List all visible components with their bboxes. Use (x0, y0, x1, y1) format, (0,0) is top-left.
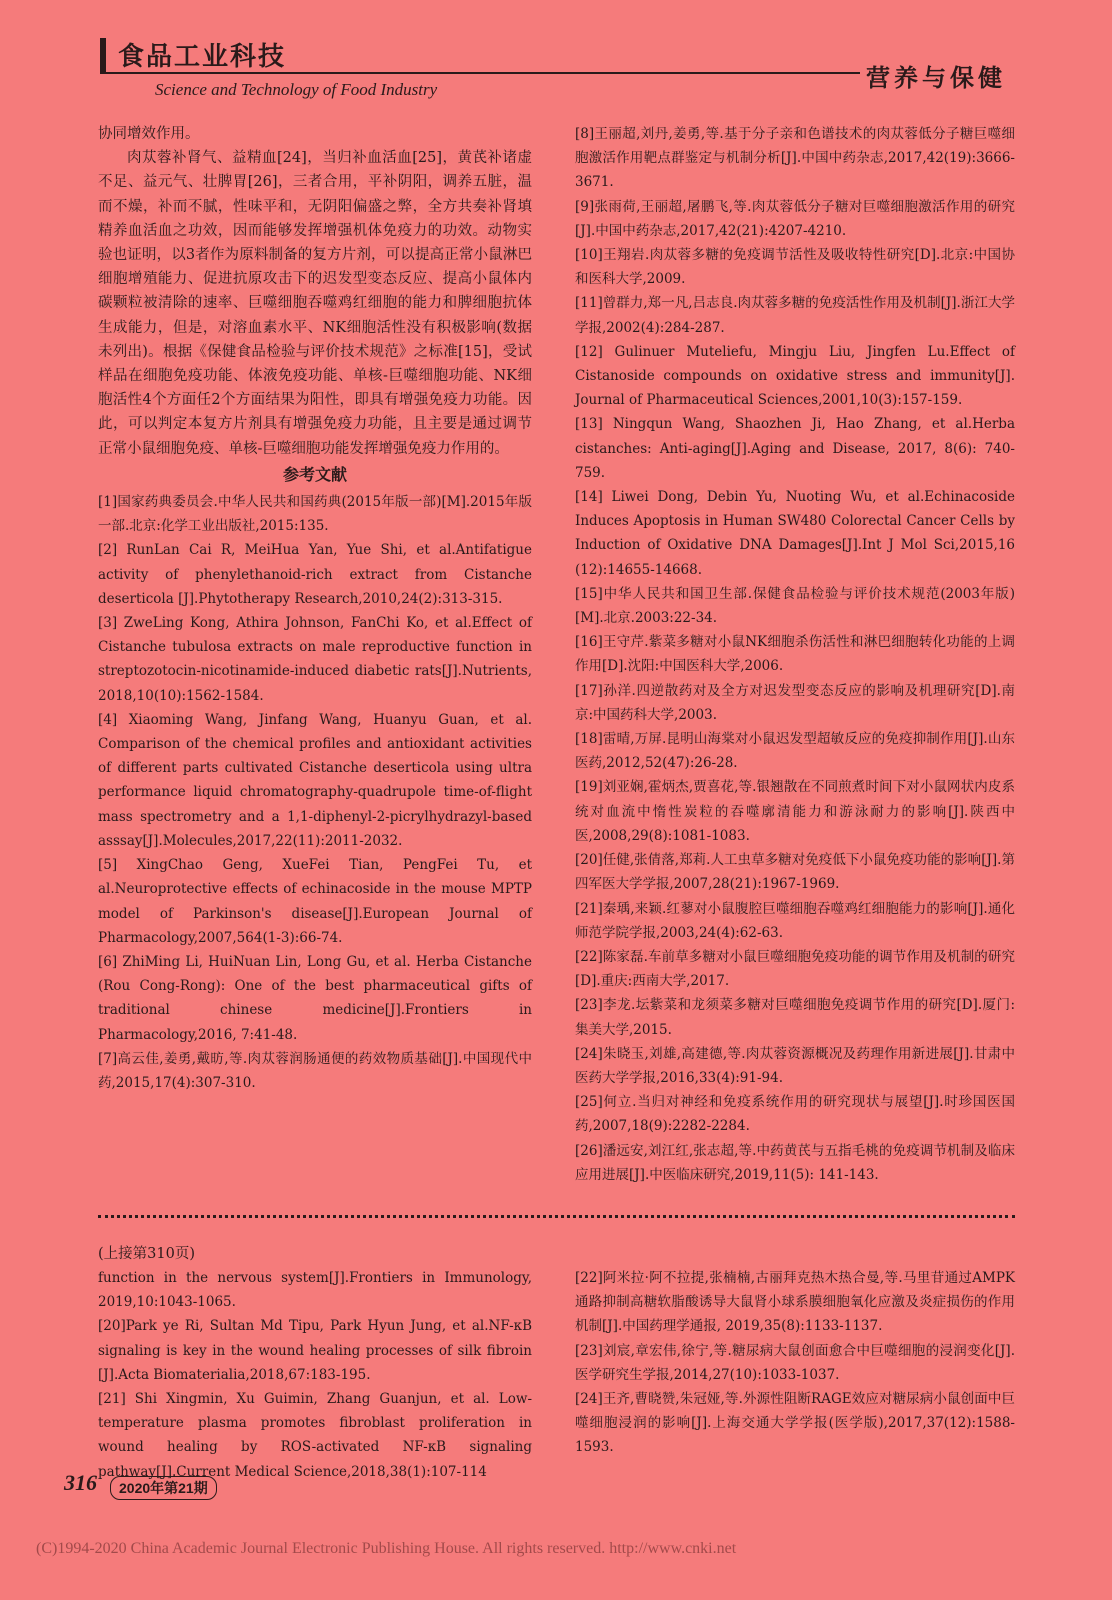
reference-item: [13] Ningqun Wang, Shaozhen Ji, Hao Zhang, et al.Herba cistanches: Anti-aging[J].Aging and Disease, 2017, 8(6): 740-759. (575, 416, 1015, 481)
copyright-notice: (C)1994-2020 China Academic Journal Electronic Publishing House. All rights reserved. http://www.cnki.net (36, 1540, 737, 1557)
reference-item: [24]王齐,曹晓赞,朱冠娅,等.外源性阻断RAGE效应对糖尿病小鼠创面中巨噬细胞浸润的影响[J].上海交通大学学报(医学版),2017,37(12):1588-1593. (575, 1391, 1015, 1456)
reference-item: [20]任健,张倩落,郑莉.人工虫草多糖对免疫低下小鼠免疫功能的影响[J].第四军医大学学报,2007,28(21):1967-1969. (575, 852, 1015, 893)
reference-item: [22]陈家磊.车前草多糖对小鼠巨噬细胞免疫功能的调节作用及机制的研究[D].重庆:西南大学,2017. (575, 948, 1015, 990)
right-column (575, 122, 1015, 1187)
section-title: 营养与保健 (866, 63, 1006, 92)
reference-item: [23]李龙.坛紫菜和龙须菜多糖对巨噬细胞免疫调节作用的研究[D].厦门:集美大学,2015. (575, 997, 1015, 1038)
reference-item: [23]刘宸,章宏伟,徐宁,等.糖尿病大鼠创面愈合中巨噬细胞的浸润变化[J].医学研究生学报,2014,27(10):1033-1037. (575, 1342, 1015, 1383)
reference-item: [11]曾群力,郑一凡,吕志良.肉苁蓉多糖的免疫活性作用及机制[J].浙江大学学报,2002(4):284-287. (575, 295, 1015, 336)
reference-item: [7]高云佳,姜勇,戴昉,等.肉苁蓉润肠通便的药效物质基础[J].中国现代中药,2015,17(4):307-310. (98, 1050, 532, 1091)
body-paragraph: 肉苁蓉补肾气、益精血[24]，当归补血活血[25]，黄芪补诸虚不足、益元气、壮脾胃[26]，三者合用，平补阴阳，调养五脏，温而不燥，补而不腻，性味平和，无阴阳偏盛之弊，全方共奏补肾填精养血活血之功效，因而能够发挥增强机体免疫力的功效。动物实验也证明，以3者作为原料制备的复方片剂，可以提高正常小鼠淋巴细胞增殖能力、促进抗原攻击下的迟发型变态反应、提高小鼠体内碳颗粒被清除的速率、巨噬细胞吞噬鸡红细胞的能力和脾细胞抗体生成能力，但是，对溶血素水平、NK细胞活性没有积极影响(数据未列出)。根据《保健食品检验与评价技术规范》之标准[15]，受试样品在细胞免疫功能、体液免疫功能、单核-巨噬细胞功能、NK细胞活性4个方面任2个方面结果为阳性，即具有增强免疫力功能。因此，可以判定本复方片剂具有增强免疫力功能，且主要是通过调节正常小鼠细胞免疫、单核-巨噬细胞功能发挥增强免疫力作用的。 (98, 150, 532, 457)
reference-item: [18]雷晴,万屏.昆明山海棠对小鼠迟发型超敏反应的免疫抑制作用[J].山东医药,2012,52(47):26-28. (575, 731, 1015, 772)
reference-item: [2] RunLan Cai R, MeiHua Yan, Yue Shi, et al.Antifatigue activity of phenylethanoid-rich extract from Cistanche deserticola [J].Phytotherapy Research,2010,24(2):313-315. (98, 542, 532, 607)
references-heading: 参考文献 (282, 464, 347, 484)
reference-item: [22]阿米拉·阿不拉提,张楠楠,古丽拜克热木热合曼,等.马里苷通过AMPK通路抑制高糖软脂酸诱导大鼠肾小球系膜细胞氧化应激及炎症损伤的作用机制[J].中国药理学通报, 2019,35(8):1133-1137. (575, 1270, 1015, 1335)
reference-item: [19]刘亚娴,霍炳杰,贾喜花,等.银翘散在不同煎煮时间下对小鼠网状内皮系统对血流中惰性炭粒的吞噬廓清能力和游泳耐力的影响[J].陕西中医,2008,29(8):1081-1083. (575, 779, 1015, 844)
reference-item: [9]张雨荷,王丽超,屠鹏飞,等.肉苁蓉低分子糖对巨噬细胞激活作用的研究[J].中国中药杂志,2017,42(21):4207-4210. (575, 198, 1015, 239)
bottom-right-column (575, 1266, 1015, 1460)
continued-note: (上接第310页) (98, 1246, 195, 1262)
reference-item: [17]孙洋.四逆散药对及全方对迟发型变态反应的影响及机理研究[D].南京:中国药科大学,2003. (575, 682, 1015, 723)
journal-english-title: Science and Technology of Food Industry (155, 80, 438, 99)
reference-item: [20]Park ye Ri, Sultan Md Tipu, Park Hyun Jung, et al.NF-κB signaling is key in the wound healing processes of silk fibroin [J].Acta Biomaterialia,2018,67:183-195. (98, 1318, 532, 1383)
reference-item: [12] Gulinuer Muteliefu, Mingju Liu, Jingfen Lu.Effect of Cistanoside compounds on oxidative stress and immunity[J]. Journal of Pharmaceutical Sciences,2001,10(3):157-159. (575, 343, 1015, 409)
reference-item: [5] XingChao Geng, XueFei Tian, PengFei Tu, et al.Neuroprotective effects of echinacoside in the mouse MPTP model of Parkinson's disease[J].European Journal of Pharmacology,2007,564(1-3):66-74. (98, 857, 532, 946)
body-paragraph: 协同增效作用。 (98, 126, 200, 142)
reference-item: [14] Liwei Dong, Debin Yu, Nuoting Wu, et al.Echinacoside Induces Apoptosis in Human SW480 Colorectal Cancer Cells by Induction of Oxidative DNA Damages[J].Int J Mol Sci,2015,16 (12):14655-14668. (575, 489, 1015, 578)
journal-logo: 食品工业科技 (118, 42, 287, 72)
header-rule (100, 72, 860, 74)
reference-item: [21]秦瑀,来颖.红蓼对小鼠腹腔巨噬细胞吞噬鸡红细胞能力的影响[J].通化师范学院学报,2003,24(4):62-63. (575, 900, 1015, 941)
reference-item: [21] Shi Xingmin, Xu Guimin, Zhang Guanjun, et al. Low-temperature plasma promotes fibroblast proliferation in wound healing by ROS-activated NF-κB signaling pathway[J].Current Medical Science,2018,38(1):107-114 (98, 1391, 532, 1480)
reference-item: [15]中华人民共和国卫生部.保健食品检验与评价技术规范(2003年版)[M].北京.2003:22-34. (575, 585, 1015, 627)
issue-badge: 2020年第21期 (110, 1476, 217, 1500)
bottom-left-column (98, 1266, 532, 1484)
reference-item: [6] ZhiMing Li, HuiNuan Lin, Long Gu, et al. Herba Cistanche (Rou Cong-Rong): One of the best pharmaceutical gifts of traditional chinese medicine[J].Frontiers in Pharmacology,2016, 7:41-48. (98, 953, 532, 1043)
reference-item: function in the nervous system[J].Frontiers in Immunology, 2019,10:1043-1065. (98, 1270, 532, 1311)
header-bar (100, 38, 106, 72)
reference-item: [8]王丽超,刘丹,姜勇,等.基于分子亲和色谱技术的肉苁蓉低分子糖巨噬细胞激活作用靶点群鉴定与机制分析[J].中国中药杂志,2017,42(19):3666-3671. (575, 126, 1015, 191)
reference-item: [26]潘远安,刘江红,张志超,等.中药黄芪与五指毛桃的免疫调节机制及临床应用进展[J].中医临床研究,2019,11(5): 141-143. (575, 1142, 1015, 1183)
reference-item: [16]王守芹.紫菜多糖对小鼠NK细胞杀伤活性和淋巴细胞转化功能的上调作用[D].沈阳:中国医科大学,2006. (575, 634, 1015, 675)
reference-item: [4] Xiaoming Wang, Jinfang Wang, Huanyu Guan, et al. Comparison of the chemical profiles and antioxidant activities of different parts cultivated Cistanche deserticola using ultra performance liquid chromatography-quadrupole time-of-flight mass spectrometry and a 1,1-diphenyl-2-picrylhydrazyl-based asssay[J].Molecules,2017,22(11):2011-2032. (98, 711, 532, 849)
reference-item: [1]国家药典委员会.中华人民共和国药典(2015年版一部)[M].2015年版一部.北京:化学工业出版社,2015:135. (98, 494, 532, 535)
reference-item: [10]王翔岩.肉苁蓉多糖的免疫调节活性及吸收特性研究[D].北京:中国协和医科大学,2009. (575, 247, 1015, 288)
reference-item: [3] ZweLing Kong, Athira Johnson, FanChi Ko, et al.Effect of Cistanche tubulosa extracts on male reproductive function in streptozotocin-nicotinamide-induced diabetic rats[J].Nutrients, 2018,10(10):1562-1584. (98, 615, 532, 704)
section-divider (98, 1215, 1015, 1218)
reference-item: [24]朱晓玉,刘雄,高建德,等.肉苁蓉资源概况及药理作用新进展[J].甘肃中医药大学学报,2016,33(4):91-94. (575, 1045, 1015, 1086)
reference-item: [25]何立.当归对神经和免疫系统作用的研究现状与展望[J].时珍国医国药,2007,18(9):2282-2284. (575, 1094, 1015, 1135)
left-column (98, 122, 532, 1095)
page-number: 316 (64, 1470, 97, 1495)
